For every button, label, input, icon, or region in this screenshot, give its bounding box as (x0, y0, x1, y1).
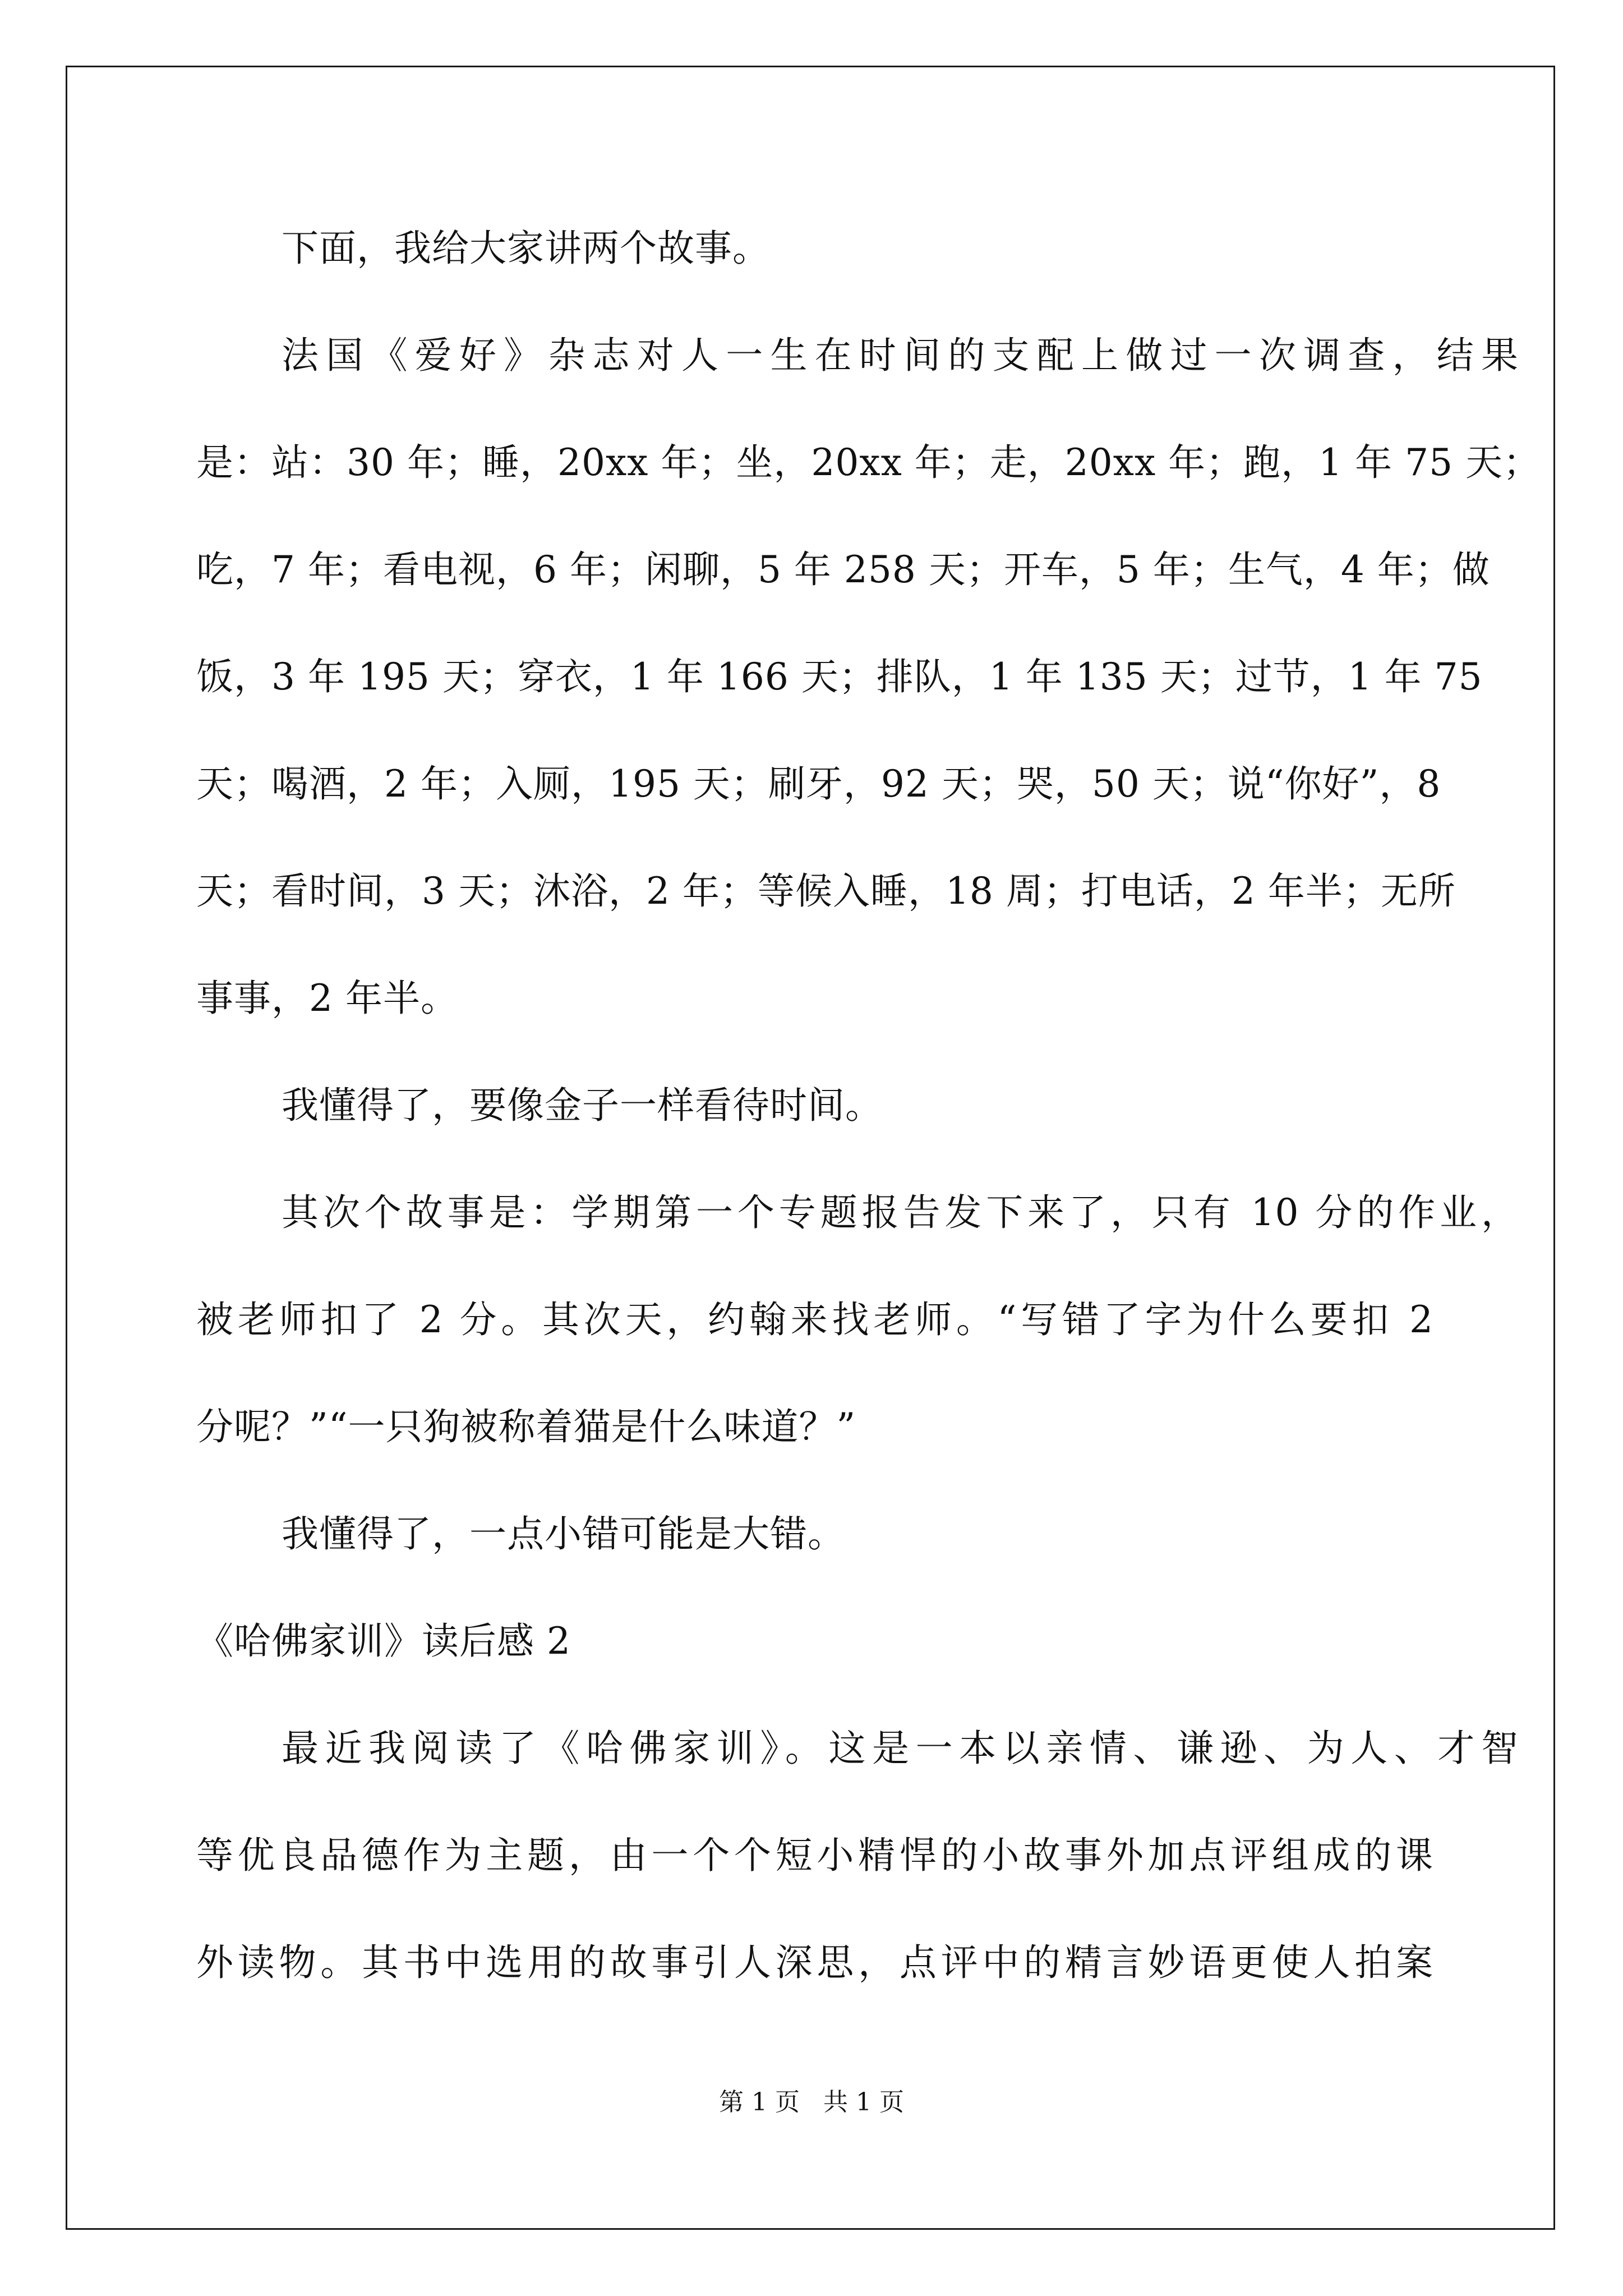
paragraph-line: 天；喝酒，2 年；入厕，195 天；刷牙，92 天；哭，50 天；说“你好”，8 (196, 762, 1441, 806)
paragraph-line: 饭，3 年 195 天；穿衣，1 年 166 天；排队，1 年 135 天；过节，1 年 75 (196, 655, 1483, 698)
paragraph-line: 我懂得了，要像金子一样看待时间。 (282, 1084, 883, 1127)
paragraph-line: 吃，7 年；看电视，6 年；闲聊，5 年 258 天；开车，5 年；生气，4 年；做 (196, 548, 1490, 591)
paragraph-line: 分呢？”“一只狗被称着猫是什么味道？” (196, 1405, 856, 1448)
paragraph-line: 天；看时间，3 天；沐浴，2 年；等候入睡，18 周；打电话，2 年半；无所 (196, 869, 1456, 913)
paragraph-line: 等优良品德作为主题，由一个个短小精悍的小故事外加点评组成的课 (196, 1834, 1433, 1877)
paragraph-line: 下面，我给大家讲两个故事。 (282, 227, 770, 270)
paragraph-line: 是：站：30 年；睡，20xx 年；坐，20xx 年；走，20xx 年；跑，1 年 75 天； (196, 441, 1541, 484)
section-heading: 《哈佛家训》读后感 2 (196, 1619, 571, 1663)
paragraph-line: 法国《爱好》杂志对人一生在时间的支配上做过一次调查，结果 (282, 334, 1519, 377)
page-border (66, 66, 1555, 2230)
paragraph-line: 我懂得了，一点小错可能是大错。 (282, 1512, 845, 1556)
page-footer: 第 1 页 共 1 页 (719, 2088, 904, 2116)
paragraph-line: 最近我阅读了《哈佛家训》。这是一本以亲情、谦逊、为人、才智 (282, 1727, 1519, 1770)
paragraph-line: 事事，2 年半。 (196, 977, 458, 1020)
paragraph-line: 外读物。其书中选用的故事引人深思，点评中的精言妙语更使人拍案 (196, 1941, 1433, 1984)
paragraph-line: 被老师扣了 2 分。其次天，约翰来找老师。“写错了字为什么要扣 2 (196, 1298, 1433, 1341)
paragraph-line: 其次个故事是：学期第一个专题报告发下来了，只有 10 分的作业， (282, 1191, 1519, 1234)
